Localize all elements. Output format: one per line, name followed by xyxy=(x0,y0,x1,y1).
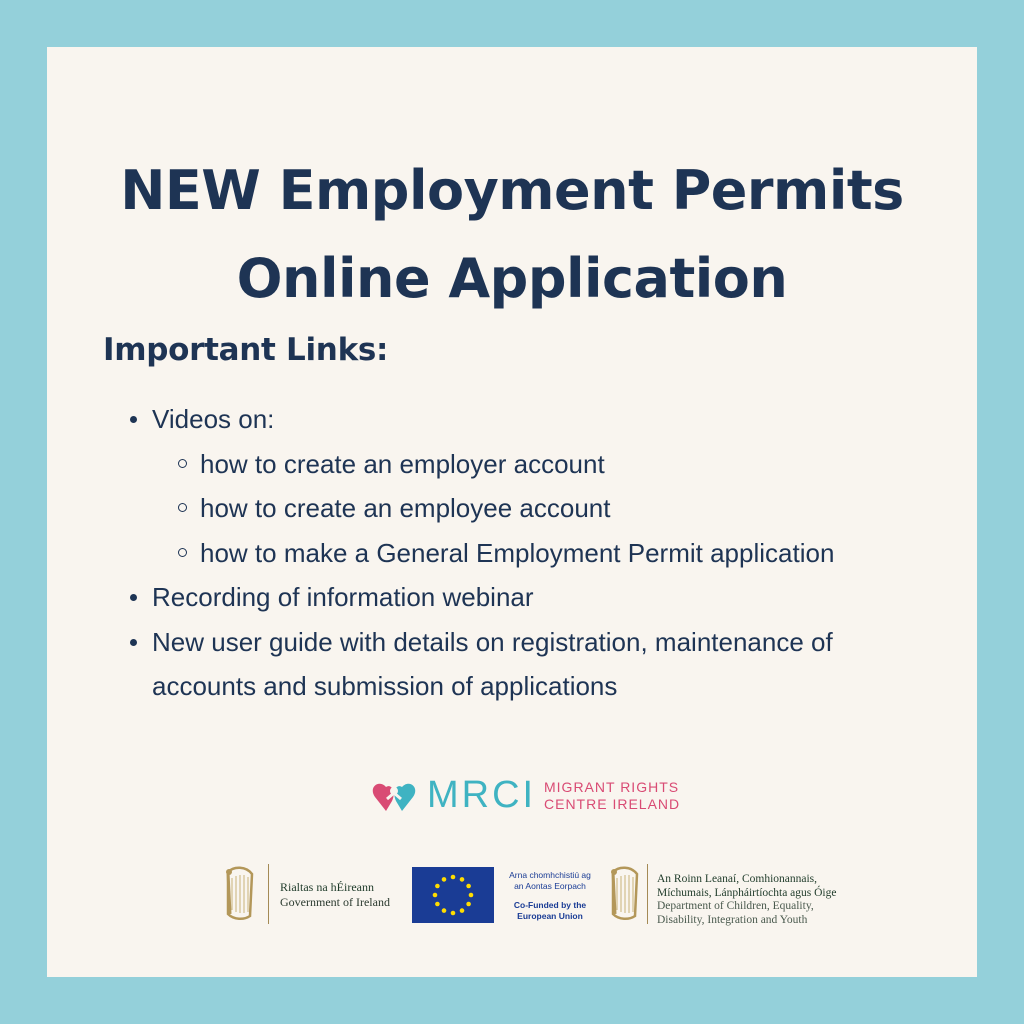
eu-flag-icon xyxy=(412,867,494,923)
sub-list-item: how to create an employer account xyxy=(200,442,942,487)
dept-irish-2: Míchumais, Lánpháirtíochta agus Óige xyxy=(657,886,837,899)
list-item-videos: Videos on: xyxy=(152,404,275,434)
funder-logos xyxy=(47,862,977,932)
gov-irish: Rialtas na hÉireann xyxy=(280,880,374,894)
divider xyxy=(268,864,269,924)
list-item xyxy=(152,397,942,575)
harp-icon xyxy=(222,864,256,924)
eu-english-1: Co-Funded by the xyxy=(513,900,587,910)
mrci-hearts-icon xyxy=(372,781,418,815)
eu-english-2: European Union xyxy=(517,911,583,921)
sub-list-item: how to create an employee account xyxy=(200,486,942,531)
mrci-name-line-2: CENTRE IRELAND xyxy=(544,796,681,812)
list-item: Recording of information webinar xyxy=(152,575,942,620)
department-text xyxy=(657,873,836,927)
government-of-ireland-text xyxy=(280,880,390,910)
divider xyxy=(647,864,648,924)
mrci-wordmark: MRCI xyxy=(427,774,537,816)
eu-irish-2: an Aontas Eorpach xyxy=(514,881,586,891)
mrci-name-line-1: MIGRANT RIGHTS xyxy=(544,779,680,795)
links-list xyxy=(152,397,942,709)
eu-stars xyxy=(412,867,494,923)
eu-irish-1: Arna chomhchistiú ag xyxy=(509,870,591,880)
poster-title xyxy=(47,147,977,323)
links-heading: Important Links: xyxy=(103,332,389,368)
title-line-1: NEW Employment Permits xyxy=(120,159,904,222)
harp-icon xyxy=(607,864,641,924)
list-item: New user guide with details on registration, maintenance of accounts and submission of applications xyxy=(152,620,942,709)
eu-cofunded-text xyxy=(495,870,605,922)
sub-list xyxy=(152,442,942,576)
gov-english: Government of Ireland xyxy=(280,895,390,909)
title-line-2: Online Application xyxy=(236,247,788,311)
dept-irish-1: An Roinn Leanaí, Comhionannais, xyxy=(657,873,818,885)
dept-english-1: Department of Children, Equality, xyxy=(657,900,814,912)
sub-list-item: how to make a General Employment Permit application xyxy=(200,531,942,576)
dept-english-2: Disability, Integration and Youth xyxy=(657,913,808,926)
poster-card xyxy=(47,47,977,977)
